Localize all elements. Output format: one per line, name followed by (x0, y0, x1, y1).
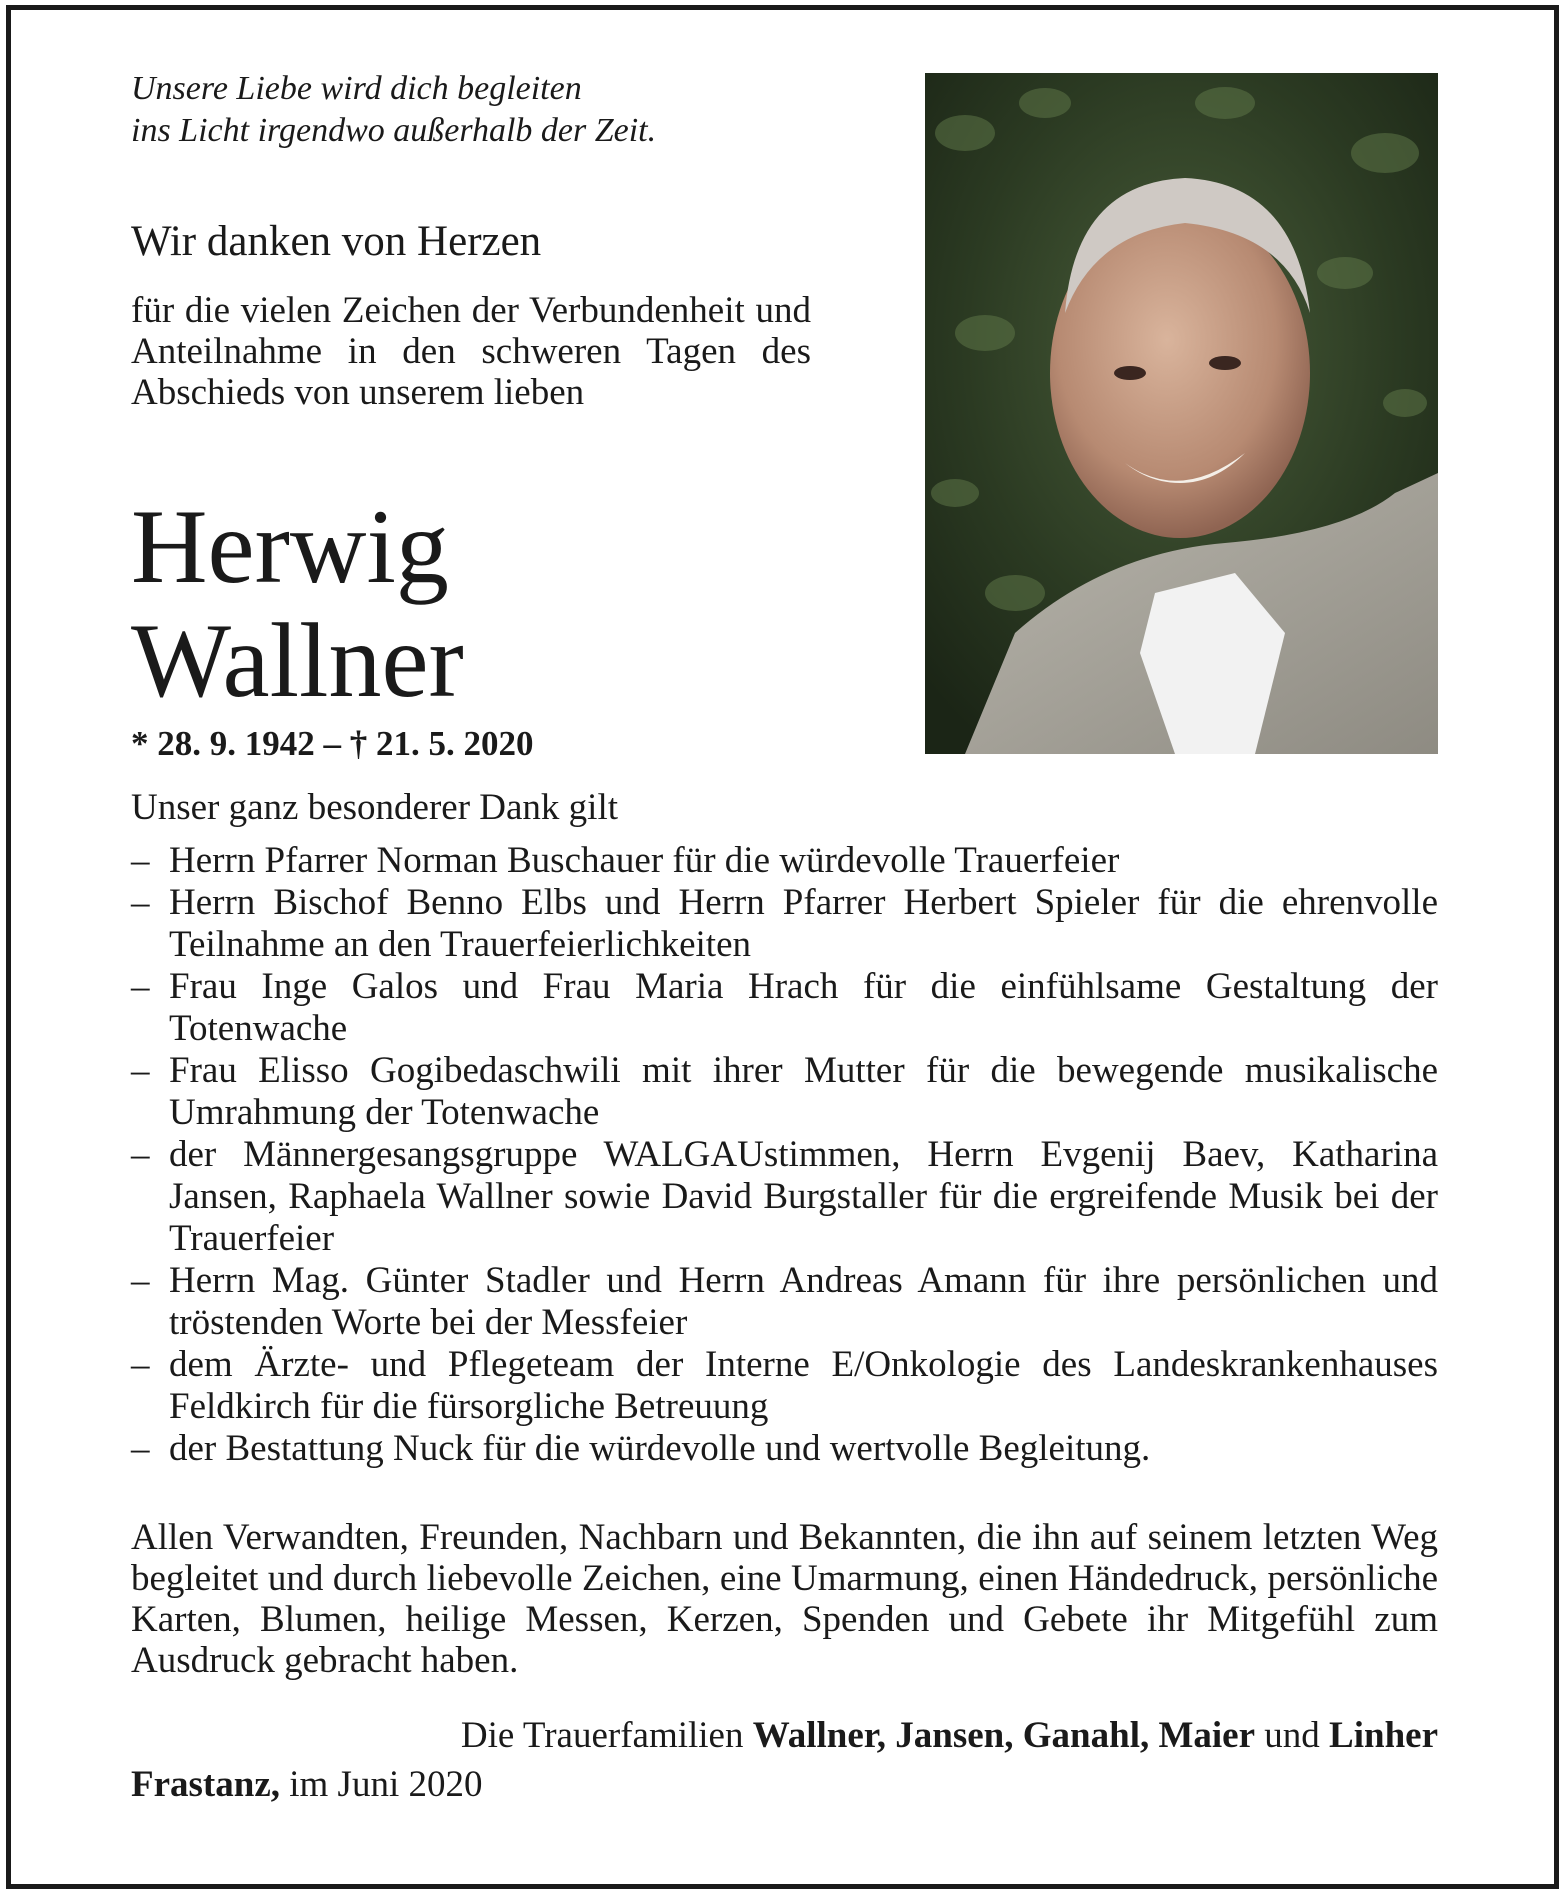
family-name: Wallner, (752, 1715, 887, 1756)
list-item (131, 1428, 1438, 1470)
portrait-photo-icon (925, 73, 1438, 754)
list-dash: – (131, 840, 150, 881)
list-item (131, 1050, 1438, 1134)
list-item-text: dem Ärzte- und Pflegeteam der Interne E/Onkologie des Landeskrankenhauses Feldkirch für die fürsorgliche Betreuung (169, 1344, 1438, 1427)
deceased-name (131, 490, 464, 718)
list-item-text: Frau Inge Galos und Frau Maria Hrach für die einfühlsame Gestaltung der Totenwache (169, 966, 1438, 1049)
list-dash: – (131, 1428, 150, 1469)
list-dash: – (131, 1344, 150, 1385)
list-dash: – (131, 882, 150, 923)
list-item-text: der Männergesangsgruppe WALGAUstimmen, Herrn Evgenij Baev, Katharina Jansen, Raphaela Wallner sowie David Burgstaller für die ergreifende Musik bei der Trauerfeier (169, 1134, 1438, 1259)
list-item (131, 966, 1438, 1050)
list-item (131, 1260, 1438, 1344)
thanks-body (131, 290, 811, 413)
gratitude-list (131, 840, 1438, 1470)
motto-line-1: Unsere Liebe wird dich begleiten (131, 70, 582, 107)
list-item-text: der Bestattung Nuck für die würdevolle und wertvolle Begleitung. (169, 1428, 1151, 1469)
list-item (131, 1344, 1438, 1428)
list-dash: – (131, 966, 150, 1007)
list-dash: – (131, 1260, 150, 1301)
place-town: Frastanz, (131, 1764, 280, 1805)
families-prefix: Die Trauerfamilien (460, 1715, 744, 1756)
list-dash: – (131, 1050, 150, 1091)
list-item-text: Herrn Bischof Benno Elbs und Herrn Pfarrer Herbert Spieler für die ehrenvolle Teilnahme an den Trauerfeierlichkeiten (169, 882, 1438, 965)
family-name: Ganahl, (1022, 1715, 1150, 1756)
list-item-text: Frau Elisso Gogibedaschwili mit ihrer Mutter für die bewegende musikalische Umrahmung der Totenwache (169, 1050, 1438, 1133)
motto-line-2: ins Licht irgendwo außerhalb der Zeit. (131, 112, 657, 149)
place-date-text: im Juni 2020 (289, 1764, 483, 1805)
deceased-last-name: Wallner (131, 602, 464, 719)
place-date (131, 1763, 483, 1807)
family-name: Maier (1158, 1715, 1256, 1756)
families-conjunction: und (1264, 1715, 1320, 1756)
list-item (131, 840, 1438, 882)
gratitude-intro: Unser ganz besonderer Dank gilt (131, 787, 618, 828)
portrait-photo (925, 73, 1438, 754)
list-item-text: Herrn Mag. Günter Stadler und Herrn Andreas Amann für ihre persönlichen und tröstenden Worte bei der Messfeier (169, 1260, 1438, 1343)
life-dates: * 28. 9. 1942 – † 21. 5. 2020 (131, 724, 534, 763)
family-signature (461, 1714, 1438, 1758)
list-dash: – (131, 1134, 150, 1175)
thanks-heading: Wir danken von Herzen (131, 218, 542, 265)
closing-paragraph (131, 1517, 1438, 1681)
list-item (131, 1134, 1438, 1260)
list-item-text: Herrn Pfarrer Norman Buschauer für die würdevolle Trauerfeier (169, 840, 1120, 881)
family-name: Linher (1329, 1715, 1438, 1756)
thanks-body-text: für die vielen Zeichen der Verbundenheit und Anteilnahme in den schweren Tagen des Abschieds von unserem lieben (131, 290, 811, 413)
family-name: Jansen, (895, 1715, 1014, 1756)
motto-verse (131, 68, 831, 152)
closing-text: Allen Verwandten, Freunden, Nachbarn und Bekannten, die ihn auf seinem letzten Weg begleitet und durch liebevolle Zeichen, eine Umarmung, einen Händedruck, persönliche Karten, Blumen, heilige Messen, Kerzen, Spenden und Gebete ihr Mitgefühl zum Ausdruck gebracht haben. (131, 1517, 1438, 1681)
list-item (131, 882, 1438, 966)
deceased-first-name: Herwig (131, 488, 449, 605)
